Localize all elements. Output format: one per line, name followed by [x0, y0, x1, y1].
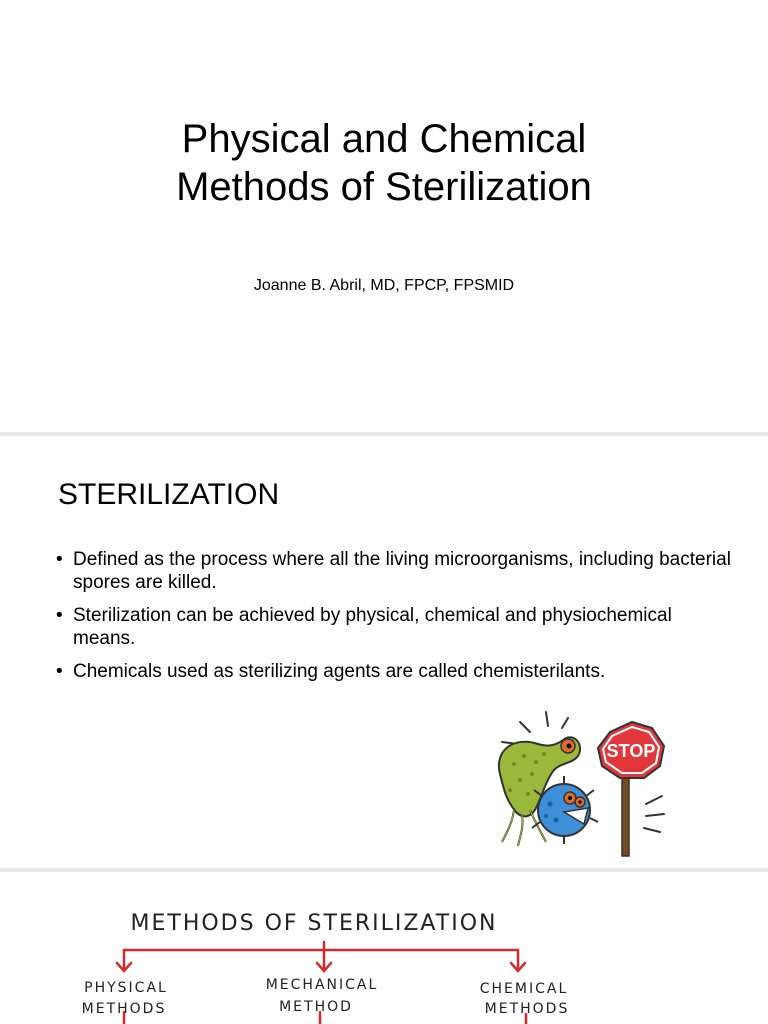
title-line-2: Methods of Sterilization [176, 165, 592, 209]
bullet-item: • Sterilization can be achieved by physical, chemical and physiochemical means. [56, 604, 736, 650]
slide-title [0, 115, 768, 211]
branch-mechanical-line1: MECHANICAL [265, 977, 379, 993]
sterilization-slide [0, 436, 768, 868]
methods-diagram-slide [0, 872, 768, 1024]
branch-physical-line2: METHODS [81, 1001, 167, 1017]
bullet-item: • Chemicals used as sterilizing agents are called chemisterilants. [56, 660, 736, 683]
bullet-list [56, 548, 736, 693]
diagram-title: METHODS OF STERILIZATION [130, 911, 498, 936]
bullet-item: • Defined as the process where all the living microorganisms, including bacterial spores are killed. [56, 548, 736, 594]
stop-sign-icon [598, 722, 664, 856]
branch-mechanical-line2: METHOD [279, 999, 353, 1015]
stop-sign-text: STOP [606, 741, 656, 761]
title-line-1: Physical and Chemical [181, 117, 587, 161]
slide-heading: STERILIZATION [58, 478, 280, 511]
methods-diagram [0, 872, 768, 1024]
title-slide [0, 0, 768, 432]
branch-chemical-line1: CHEMICAL [479, 981, 569, 997]
author-subtitle: Joanne B. Abril, MD, FPCP, FPSMID [253, 277, 515, 294]
branch-chemical-line2: METHODS [484, 1001, 570, 1017]
branch-physical-line1: PHYSICAL [84, 980, 168, 996]
germs-stop-illustration [484, 704, 694, 864]
